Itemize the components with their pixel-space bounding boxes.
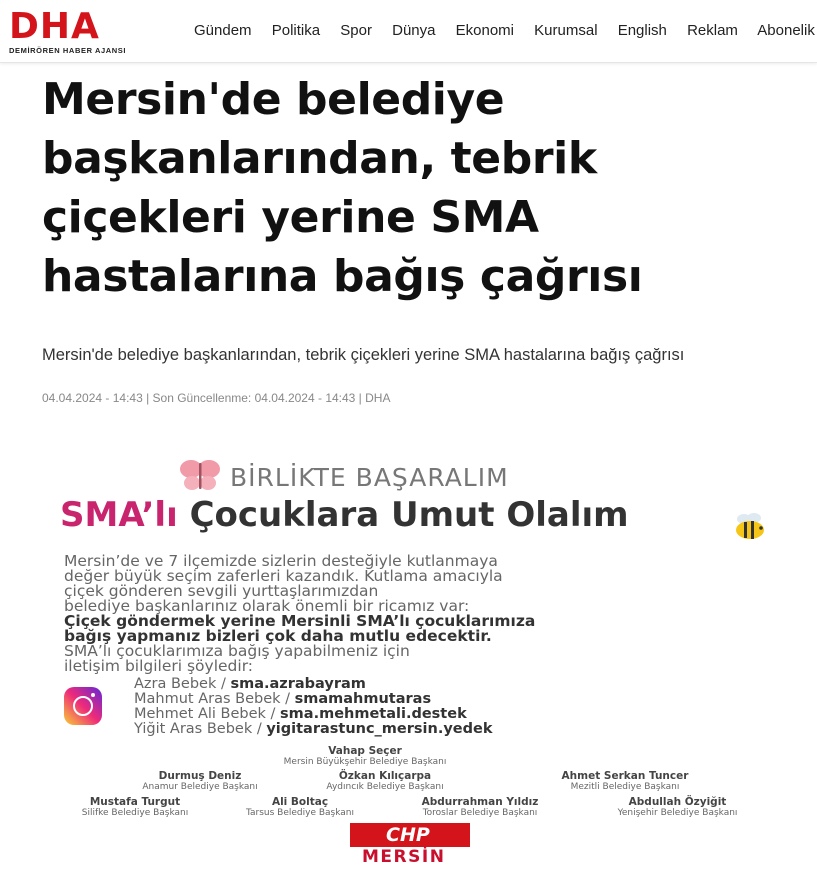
contact-handle: smamahmutaras — [294, 691, 432, 707]
nav-item-spor[interactable]: Spor — [340, 22, 372, 39]
signatory-kilicarpa — [305, 770, 465, 792]
nav-item-english[interactable]: English — [617, 22, 667, 39]
contact-handle: sma.mehmetali.destek — [280, 706, 467, 722]
contact-item — [134, 692, 492, 707]
dha-logo[interactable] — [9, 6, 139, 55]
title-line: Mersin'de belediye — [42, 74, 505, 125]
signatory-deniz — [120, 770, 280, 792]
signatory-title: Anamur Belediye Başkanı — [142, 782, 258, 792]
signatory-name: Özkan Kılıçarpa — [338, 770, 432, 782]
nav-item-reklam[interactable]: Reklam — [687, 22, 738, 39]
signatory-name: Abdullah Özyiğit — [628, 796, 727, 808]
bee-icon — [730, 511, 770, 541]
chp-logo-text: CHP — [386, 824, 430, 846]
poster-body-line: belediye başkanlarınız olarak önemli bir ricamız var: — [64, 597, 470, 615]
poster-body-line: çiçek gönderen sevgili yurttaşlarımızdan — [64, 582, 379, 600]
poster-headline-rest: Çocuklara Umut Olalım — [189, 495, 629, 535]
contact-name: Mehmet Ali Bebek / — [134, 706, 281, 722]
signatory-tuncer — [525, 770, 725, 792]
signatory-name: Ali Boltaç — [271, 796, 329, 808]
poster-body-line: değer büyük seçim zaferleri kazandık. Kutlama amacıyla — [64, 567, 503, 585]
article-image-poster — [50, 445, 790, 885]
title-line: başkanlarından, tebrik — [42, 133, 597, 184]
butterfly-icon — [178, 457, 222, 493]
article-meta: 04.04.2024 - 14:43 | Son Güncellenme: 04.04.2024 - 14:43 | DHA — [42, 391, 391, 405]
article-title — [42, 70, 782, 306]
chp-city-label: MERSİN — [362, 847, 446, 867]
contact-item — [134, 707, 492, 722]
contact-item — [134, 722, 492, 737]
nav-item-abonelik[interactable]: Abonelik — [757, 22, 815, 39]
poster-headline-sma: SMA’lı — [60, 495, 178, 535]
poster-body — [64, 554, 784, 674]
nav-item-kurumsal[interactable]: Kurumsal — [534, 22, 598, 39]
poster-bold-line: Çiçek göndermek yerine Mersinli SMA’lı çocuklarımıza — [64, 612, 536, 630]
contact-item — [134, 677, 492, 692]
signatory-name: Durmuş Deniz — [158, 770, 242, 782]
poster-kicker: BİRLİKTE BAŞARALIM — [230, 463, 509, 492]
signatory-name: Vahap Seçer — [328, 745, 402, 757]
main-nav — [194, 22, 817, 39]
logo-subtitle: DEMİRÖREN HABER AJANSI — [9, 46, 127, 55]
signatory-yildiz — [390, 796, 570, 818]
contact-name: Yiğit Aras Bebek / — [134, 721, 267, 737]
poster-body-line: Mersin’de ve 7 ilçemizde sizlerin desteğiyle kutlanmaya — [64, 552, 498, 570]
contact-name: Mahmut Aras Bebek / — [134, 691, 295, 707]
signatory-name: Ahmet Serkan Tuncer — [561, 770, 689, 782]
nav-item-ekonomi[interactable]: Ekonomi — [455, 22, 514, 39]
poster-contacts — [134, 677, 492, 737]
contact-handle: yigitarastunc_mersin.yedek — [266, 721, 493, 737]
instagram-icon — [64, 687, 102, 725]
signatory-title: Mersin Büyükşehir Belediye Başkanı — [283, 757, 447, 767]
logo-text: DHA — [9, 6, 100, 47]
signatory-secer — [245, 745, 485, 767]
nav-item-gundem[interactable]: Gündem — [194, 22, 252, 39]
signatory-title: Aydıncık Belediye Başkanı — [326, 782, 444, 792]
title-line: hastalarına bağış çağrısı — [42, 251, 643, 302]
signatory-name: Mustafa Turgut — [89, 796, 181, 808]
poster-bold-line: bağış yapmanız bizleri çok daha mutlu edecektir. — [64, 627, 492, 645]
poster-body-line: SMA’lı çocuklarımıza bağış yapabilmeniz için — [64, 642, 410, 660]
title-line: çiçekleri yerine SMA — [42, 192, 539, 243]
contact-name: Azra Bebek / — [134, 676, 231, 692]
signatory-turgut — [50, 796, 220, 818]
site-header — [0, 0, 817, 63]
contact-handle: sma.azrabayram — [230, 676, 366, 692]
signatory-boltac — [225, 796, 375, 818]
article-summary: Mersin'de belediye başkanlarından, tebrik çiçekleri yerine SMA hastalarına bağış çağrısı — [42, 346, 685, 364]
article-header — [42, 70, 782, 306]
poster-body-line: iletişim bilgileri şöyledir: — [64, 657, 254, 675]
signatory-name: Abdurrahman Yıldız — [421, 796, 539, 808]
signatory-ozyigit — [585, 796, 770, 818]
signatory-title: Tarsus Belediye Başkanı — [245, 808, 354, 818]
nav-item-politika[interactable]: Politika — [271, 22, 321, 39]
signatory-title: Mezitli Belediye Başkanı — [570, 782, 680, 792]
signatory-title: Silifke Belediye Başkanı — [81, 808, 189, 818]
signatory-title: Toroslar Belediye Başkanı — [422, 808, 538, 818]
nav-item-dunya[interactable]: Dünya — [392, 22, 436, 39]
signatory-title: Yenişehir Belediye Başkanı — [617, 808, 738, 818]
poster-headline — [60, 495, 629, 535]
